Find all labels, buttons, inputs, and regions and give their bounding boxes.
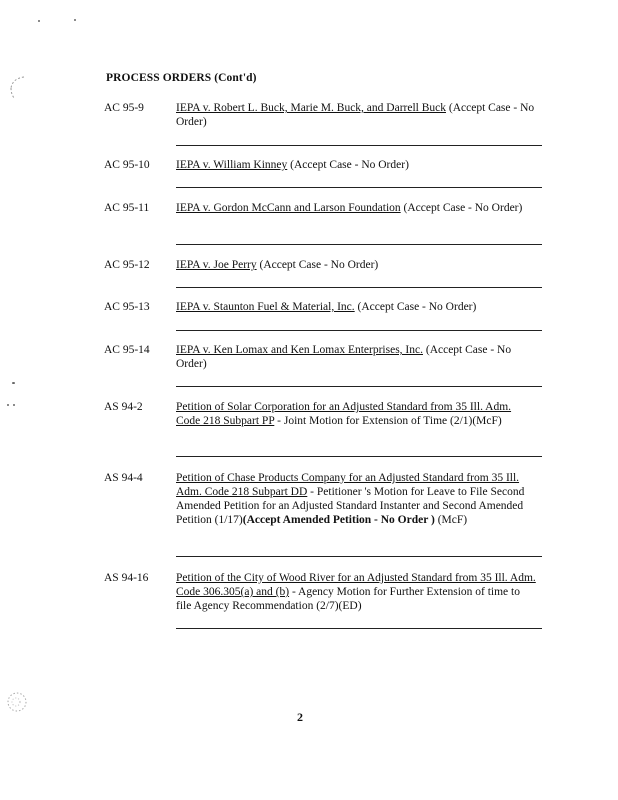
separator-rule — [176, 556, 542, 557]
entry-text — [176, 300, 538, 314]
case-caption: IEPA v. Staunton Fuel & Material, Inc. — [176, 301, 355, 313]
docket-number: AC 95-10 — [104, 159, 150, 171]
scan-mark — [6, 74, 28, 102]
entry-text — [176, 571, 538, 613]
separator-rule — [176, 628, 542, 629]
entry-text — [176, 201, 538, 215]
case-description: - Agency Motion for Further Extension of time to file Agency Recommendation (2/7)(ED) — [176, 586, 520, 612]
case-description: (Accept Case - No Order) — [176, 102, 535, 128]
case-description: (Accept Case - No Order) — [176, 344, 512, 370]
entry-text — [176, 400, 538, 428]
scan-speck — [38, 20, 40, 22]
docket-number: AC 95-11 — [104, 202, 150, 214]
entry-text — [176, 258, 538, 272]
case-description: (Accept Case - No Order) — [256, 259, 379, 271]
case-caption: IEPA v. William Kinney — [176, 159, 288, 171]
section-heading: PROCESS ORDERS (Cont'd) — [106, 72, 257, 84]
docket-number: AS 94-16 — [104, 572, 149, 584]
docket-number: AC 95-13 — [104, 301, 150, 313]
docket-number: AS 94-4 — [104, 472, 143, 484]
case-caption: Petition of Chase Products Company for an Adjusted Standard from 35 Ill. Adm. Code 218 Subpart DD — [176, 472, 520, 498]
scan-speck — [12, 382, 15, 384]
case-caption: IEPA v. Joe Perry — [176, 259, 257, 271]
docket-number: AC 95-14 — [104, 344, 150, 356]
case-caption: Petition of Solar Corporation for an Adjusted Standard from 35 Ill. Adm. Code 218 Subpart PP — [176, 401, 512, 427]
separator-rule — [176, 145, 542, 146]
entry-text — [176, 343, 538, 371]
separator-rule — [176, 386, 542, 387]
scan-speck — [13, 404, 15, 406]
case-description: - Petitioner 's Motion for Leave to File Second Amended Petition for an Adjusted Standard Instanter and Second Amended Petition (1/17) — [176, 486, 525, 526]
entry-text — [176, 101, 538, 129]
separator-rule — [176, 244, 542, 245]
case-description: - Joint Motion for Extension of Time (2/1)(McF) — [274, 415, 502, 427]
case-caption: IEPA v. Ken Lomax and Ken Lomax Enterprises, Inc. — [176, 344, 423, 356]
case-description: (Accept Case - No Order) — [287, 159, 409, 171]
case-description: (Accept Case - No Order) — [400, 202, 523, 214]
scan-speck — [74, 19, 76, 21]
case-initials: (McF) — [434, 514, 468, 526]
case-caption: Petition of the City of Wood River for an Adjusted Standard from 35 Ill. Adm. Code 306.305(a) and (b) — [176, 572, 536, 598]
docket-number: AC 95-12 — [104, 259, 150, 271]
scan-speck — [7, 404, 9, 406]
separator-rule — [176, 330, 542, 331]
page-number: 2 — [297, 710, 303, 724]
case-caption: IEPA v. Robert L. Buck, Marie M. Buck, and Darrell Buck — [176, 102, 446, 114]
case-description: (Accept Case - No Order) — [354, 301, 477, 313]
case-caption: IEPA v. Gordon McCann and Larson Foundation — [176, 202, 401, 214]
entry-text — [176, 158, 538, 172]
separator-rule — [176, 187, 542, 188]
separator-rule — [176, 456, 542, 457]
entry-text — [176, 471, 538, 527]
separator-rule — [176, 287, 542, 288]
case-ruling: (Accept Amended Petition - No Order ) — [242, 514, 435, 526]
docket-number: AS 94-2 — [104, 401, 143, 413]
docket-number: AC 95-9 — [104, 102, 144, 114]
